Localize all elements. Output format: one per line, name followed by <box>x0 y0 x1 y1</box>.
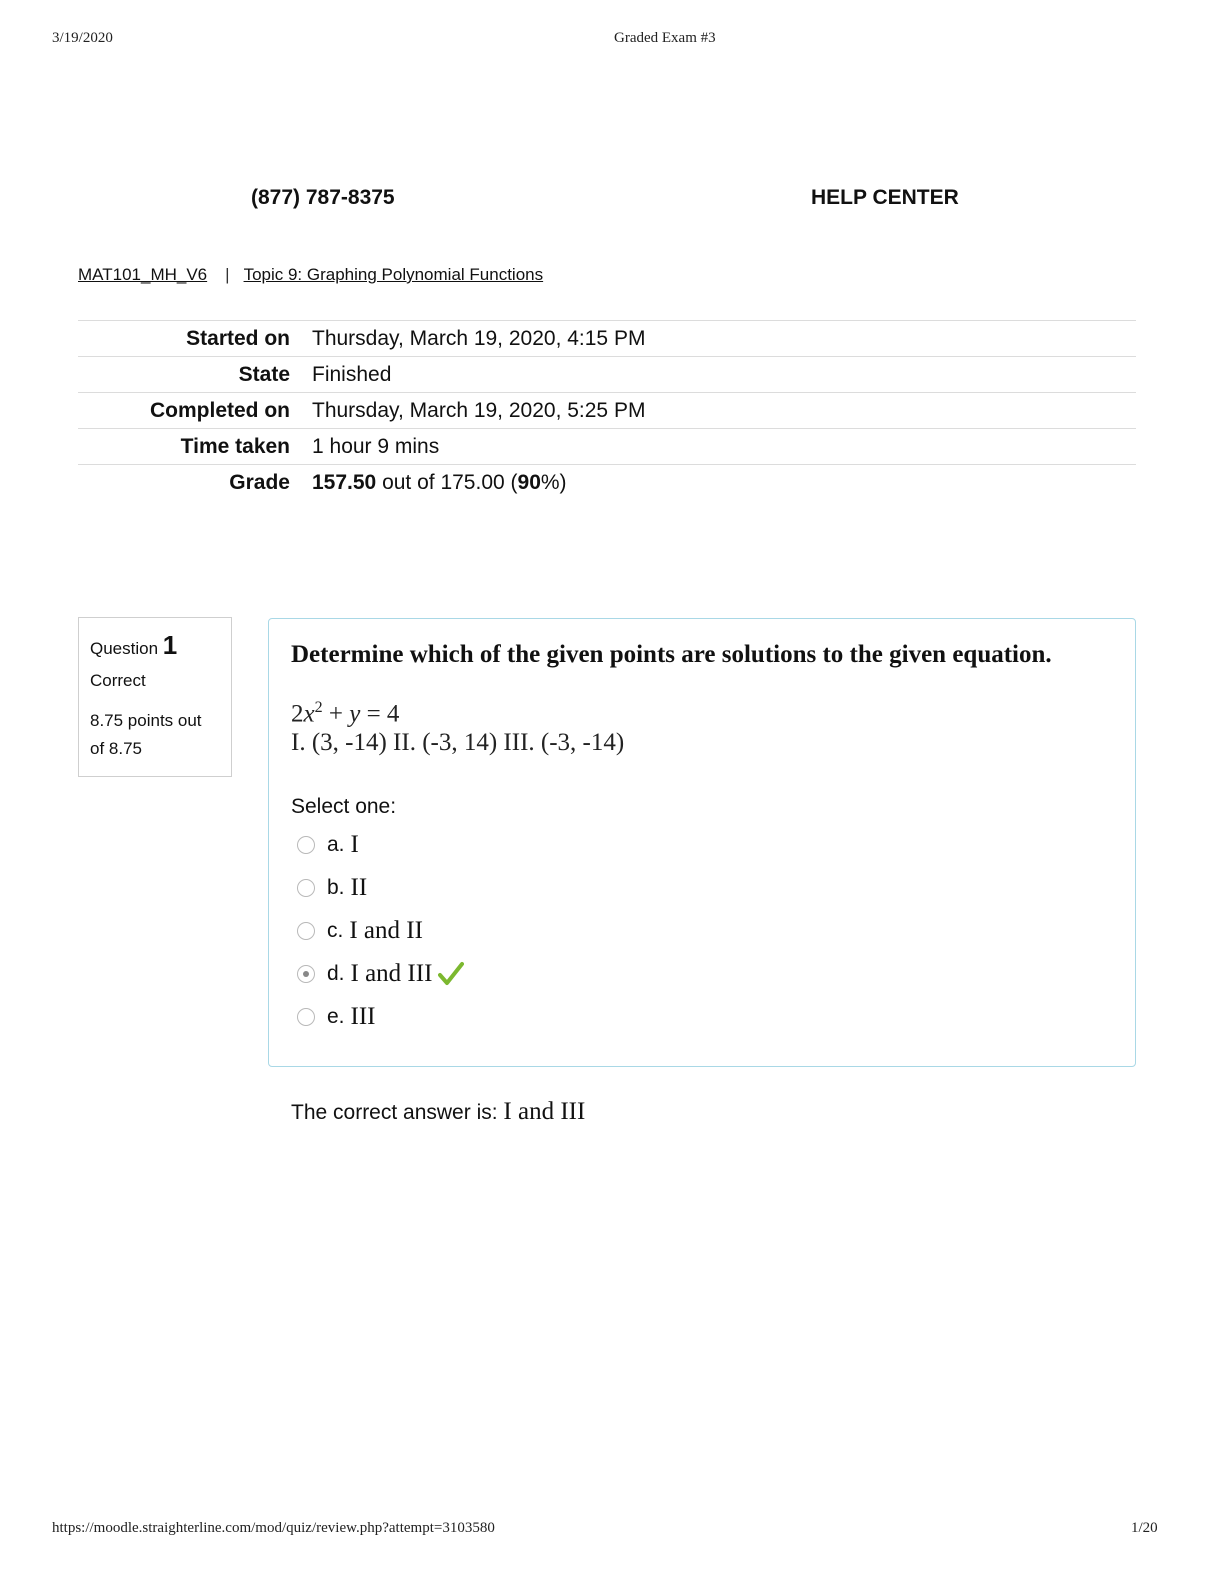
print-page-number: 1/20 <box>1131 1520 1158 1536</box>
question-mark: 8.75 points out of 8.75 <box>90 711 202 758</box>
eq-coef: 2 <box>291 700 304 728</box>
time-value: 1 hour 9 mins <box>312 434 440 458</box>
print-url: https://moodle.straighterline.com/mod/quiz/review.php?attempt=3103580 <box>52 1520 495 1536</box>
feedback-label: The correct answer is: <box>291 1101 504 1124</box>
option-d-text: I and III <box>350 960 433 987</box>
eq-var-x: x <box>303 700 315 728</box>
started-label: Started on <box>186 326 290 350</box>
summary-row-completed <box>78 393 1136 429</box>
grade-value <box>312 465 1136 501</box>
state-label: State <box>238 362 290 386</box>
time-label: Time taken <box>180 434 290 458</box>
help-center-link[interactable]: HELP CENTER <box>811 186 959 209</box>
radio-c[interactable] <box>297 922 315 940</box>
eq-exponent: 2 <box>314 699 323 716</box>
question-number <box>90 630 220 661</box>
option-a-letter: a. <box>327 833 345 856</box>
question-info-panel <box>78 617 232 777</box>
summary-row-state <box>78 357 1136 393</box>
summary-row-time <box>78 429 1136 465</box>
question-number-value: 1 <box>162 630 178 660</box>
option-a-text: I <box>350 831 359 858</box>
question-points: I. (3, -14) II. (-3, 14) III. (-3, -14) <box>291 729 625 756</box>
correct-answer-feedback <box>291 1098 585 1126</box>
option-e-text: III <box>350 1003 376 1030</box>
grade-percent: 90 <box>517 470 541 494</box>
correct-check-icon <box>438 961 464 987</box>
radio-d-selected[interactable] <box>297 965 315 983</box>
completed-label: Completed on <box>150 398 290 422</box>
question-equation <box>291 699 399 728</box>
attempt-summary-table <box>78 320 1136 500</box>
state-value: Finished <box>312 362 392 386</box>
radio-a[interactable] <box>297 836 315 854</box>
grade-suffix: %) <box>540 470 567 494</box>
eq-rhs: = 4 <box>360 700 400 728</box>
print-title: Graded Exam #3 <box>614 30 716 46</box>
completed-value: Thursday, March 19, 2020, 5:25 PM <box>312 398 646 422</box>
feedback-value: I and III <box>503 1098 586 1125</box>
phone-number[interactable]: (877) 787-8375 <box>251 186 395 209</box>
option-c-letter: c. <box>327 919 344 942</box>
print-date: 3/19/2020 <box>52 30 113 46</box>
grade-out-of: out of 175.00 ( <box>376 470 518 494</box>
question-content-box <box>268 618 1136 1067</box>
grade-label: Grade <box>229 470 290 494</box>
answer-option-d[interactable] <box>297 959 464 989</box>
breadcrumb-course-link[interactable]: MAT101_MH_V6 <box>78 265 208 284</box>
answer-option-a[interactable] <box>297 830 359 860</box>
grade-score: 157.50 <box>312 470 377 494</box>
radio-b[interactable] <box>297 879 315 897</box>
breadcrumb <box>78 265 543 285</box>
summary-row-grade <box>78 465 1136 501</box>
option-d-letter: d. <box>327 962 345 985</box>
option-b-letter: b. <box>327 876 345 899</box>
summary-row-started <box>78 321 1136 357</box>
eq-var-y: y <box>349 700 361 728</box>
question-title: Determine which of the given points are solutions to the given equation. <box>291 641 1052 668</box>
question-label: Question <box>90 639 159 658</box>
answer-option-c[interactable] <box>297 916 423 946</box>
answer-option-e[interactable] <box>297 1002 376 1032</box>
option-c-text: I and II <box>349 917 423 944</box>
select-one-prompt: Select one: <box>291 795 397 818</box>
question-state: Correct <box>90 671 146 690</box>
started-value: Thursday, March 19, 2020, 4:15 PM <box>312 326 646 350</box>
breadcrumb-separator: | <box>225 265 230 284</box>
eq-plus: + <box>322 700 350 728</box>
radio-e[interactable] <box>297 1008 315 1026</box>
option-b-text: II <box>350 874 368 901</box>
answer-option-b[interactable] <box>297 873 367 903</box>
option-e-letter: e. <box>327 1005 345 1028</box>
breadcrumb-topic-link[interactable]: Topic 9: Graphing Polynomial Functions <box>243 265 544 284</box>
